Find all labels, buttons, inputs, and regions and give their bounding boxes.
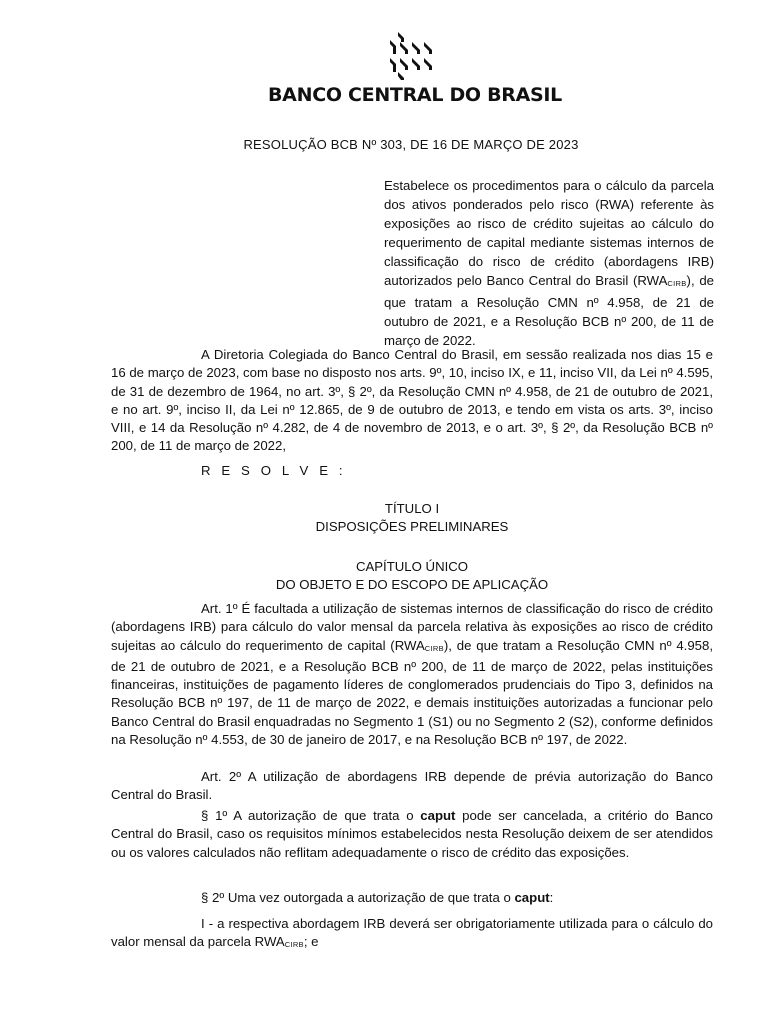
- paragraph-1-text-a: § 1º A autorização de que trata o: [201, 808, 421, 823]
- paragraph-2-caput: caput: [514, 890, 550, 905]
- ementa-text-a: Estabelece os procedimentos para o cálculo da parcela dos ativos ponderados pelo risco (RWA) referente às exposições ao risco de crédito sujeitas ao cálculo do requerimento de capital mediante sistemas internos de classificação do risco de crédito (abordagens IRB) autorizados pelo Banco Central do Brasil (RWA: [384, 178, 714, 288]
- paragraph-2-text-b: :: [549, 890, 554, 905]
- article-1-text-a: Art. 1º É facultada a utilização de sistemas internos de classificação do risco de crédito (abordagens IRB) para cálculo do valor mensal da parcela relativa às exposições ao risco de crédito sujeitas ao cálculo do requerimento de capital (RWA: [111, 601, 713, 653]
- item-1-text-a: I - a respectiva abordagem IRB deverá ser obrigatoriamente utilizada para o cálculo do valor mensal da parcela RWA: [111, 916, 713, 950]
- paragraph-1-text-b: pode ser cancelada, a critério do Banco Central do Brasil, caso os requisitos mínimos estabelecidos nesta Resolução deixem de ser atendidos ou os valores calculados não reflitam adequadamente o risco de crédito das exposições.: [111, 808, 713, 860]
- title-heading: TÍTULO I: [384, 501, 440, 516]
- bcb-emblem-icon: [384, 32, 436, 80]
- article-2-paragraph-2: [111, 889, 713, 907]
- preamble: A Diretoria Colegiada do Banco Central do Brasil, em sessão realizada nos dias 15 e 16 de março de 2023, com base no disposto nos arts. 9º, 10, inciso IX, e 11, inciso VII, da Lei nº 4.595, de 31 de dezembro de 1964, no art. 3º, § 2º, da Resolução CMN nº 4.958, de 21 de outubro de 2021, e no art. 9º, inciso II, da Lei nº 12.865, de 9 de outubro de 2013, e tendo em vista os arts. 3º, inciso VIII, e 14 da Resolução nº 4.282, de 4 de novembro de 2013, e o art. 3º, § 2º, da Resolução BCB nº 200, de 11 de março de 2022,: [111, 347, 713, 454]
- item-1-text-b: ; e: [303, 934, 319, 950]
- article-2-item-1: [111, 915, 713, 955]
- article-1: [111, 600, 713, 749]
- bank-name: BANCO CENTRAL DO BRASIL: [268, 84, 562, 106]
- chapter-heading: CAPÍTULO ÚNICO: [355, 559, 469, 574]
- resolve-heading: R E S O L V E :: [201, 463, 347, 478]
- article-2: Art. 2º A utilização de abordagens IRB depende de prévia autorização do Banco Central do Brasil.: [111, 769, 713, 803]
- ementa-text-b: ), de que tratam a Resolução CMN nº 4.958, de 21 de outubro de 2021, e a Resolução BCB nº 200, de 11 de março de 2022.: [384, 273, 714, 348]
- title-name: DISPOSIÇÕES PRELIMINARES: [315, 519, 509, 534]
- paragraph-1-caput: caput: [420, 808, 456, 823]
- ementa-subscript: CIRB: [667, 279, 687, 288]
- resolution-title: RESOLUÇÃO BCB Nº 303, DE 16 DE MARÇO DE 2023: [243, 137, 579, 152]
- ementa: [384, 176, 714, 350]
- bcb-logo: [0, 32, 768, 80]
- paragraph-2-text-a: § 2º Uma vez outorgada a autorização de que trata o: [201, 890, 515, 905]
- item-1-subscript: CIRB: [284, 940, 304, 950]
- chapter-name: DO OBJETO E DO ESCOPO DE APLICAÇÃO: [275, 577, 549, 592]
- article-2-paragraph-1: [111, 807, 713, 862]
- article-1-text-b: ), de que tratam a Resolução CMN nº 4.958, de 21 de outubro de 2021, e a Resolução BCB nº 200, de 11 de março de 2022, pelas instituições financeiras, instituições de pagamento líderes de conglomerados prudenciais do Tipo 3, definidos na Resolução BCB nº 197, de 11 de março de 2022, e demais instituições autorizadas a funcionar pelo Banco Central do Brasil enquadradas no Segmento 1 (S1) ou no Segmento 2 (S2), conforme definidos na Resolução nº 4.553, de 30 de janeiro de 2017, e na Resolução BCB nº 197, de 2022.: [111, 637, 714, 748]
- article-1-subscript: CIRB: [424, 643, 444, 653]
